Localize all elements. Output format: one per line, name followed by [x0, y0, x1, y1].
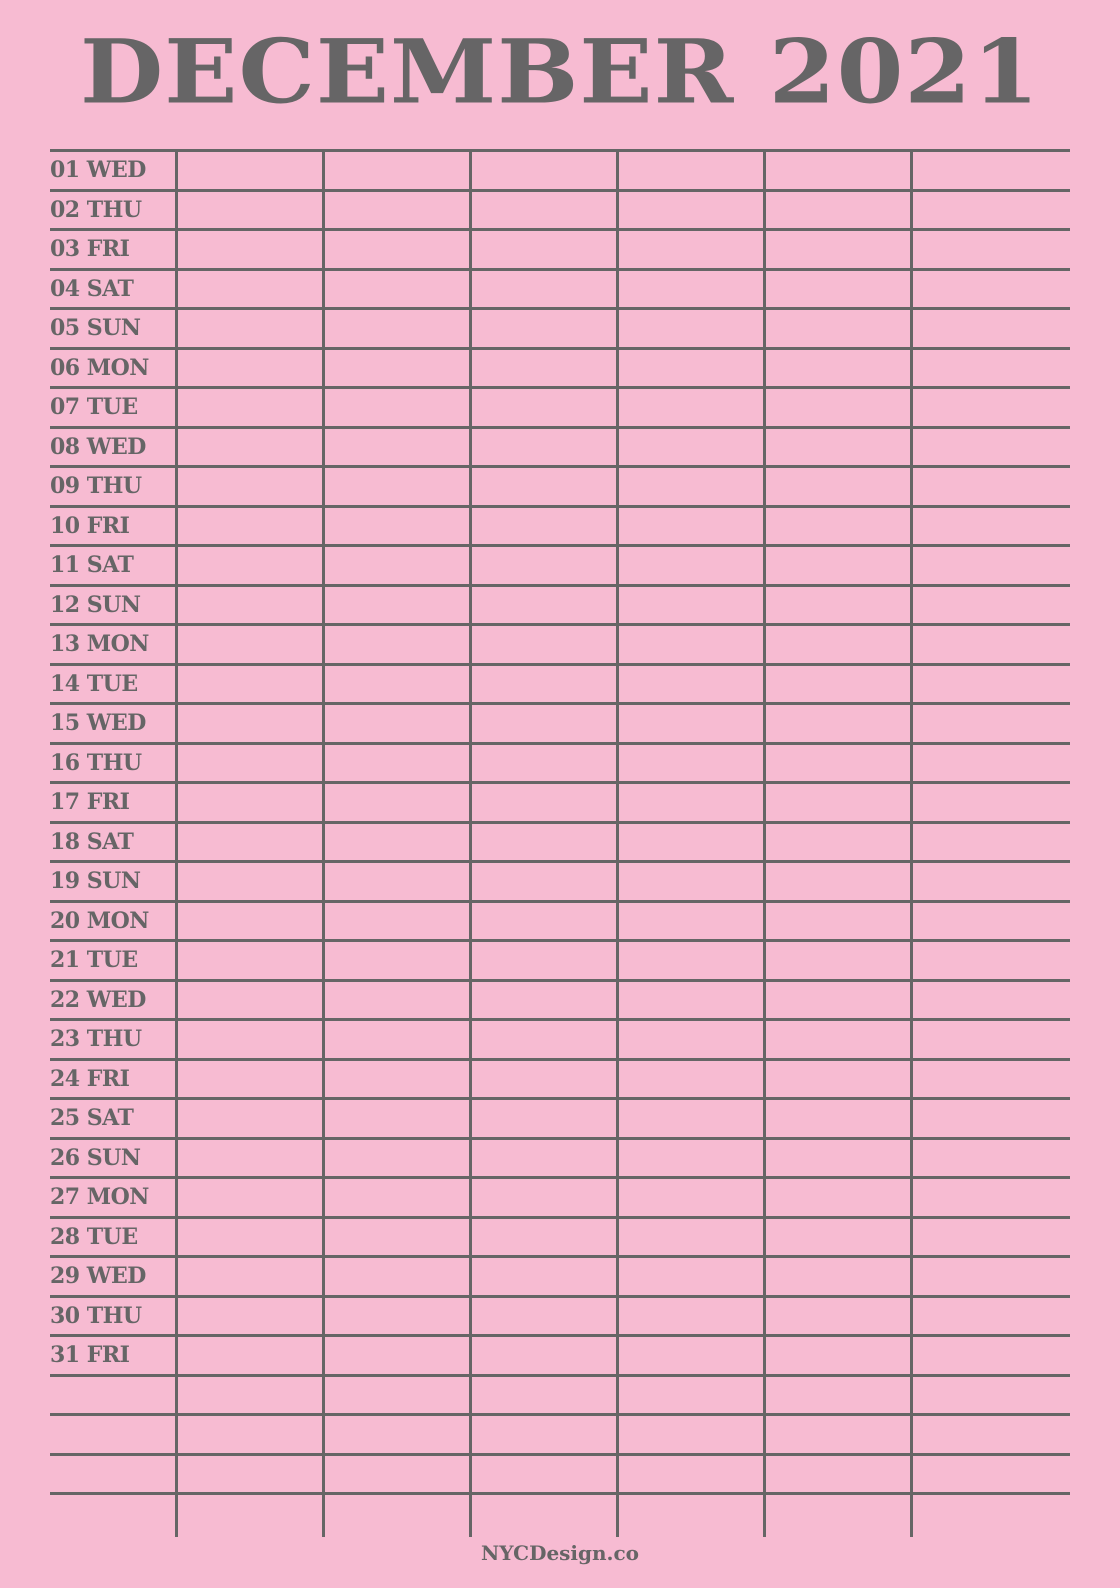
column-divider: [616, 151, 619, 1537]
day-label: 16 THU: [50, 750, 142, 776]
row-divider: [50, 1137, 1070, 1140]
day-label: 17 FRI: [50, 789, 130, 815]
column-divider: [763, 151, 766, 1537]
row-divider: [50, 900, 1070, 903]
day-label: 12 SUN: [50, 592, 141, 618]
day-label: 30 THU: [50, 1303, 142, 1329]
row-divider: [50, 426, 1070, 429]
day-label: 27 MON: [50, 1184, 149, 1210]
row-divider: [50, 1255, 1070, 1258]
day-label: 13 MON: [50, 631, 149, 657]
row-divider: [50, 939, 1070, 942]
row-divider: [50, 1413, 1070, 1416]
day-label: 03 FRI: [50, 236, 130, 262]
day-label: 11 SAT: [50, 552, 134, 578]
day-label: 24 FRI: [50, 1066, 130, 1092]
row-divider: [50, 1374, 1070, 1377]
row-divider: [50, 544, 1070, 547]
day-label: 15 WED: [50, 710, 146, 736]
day-label: 18 SAT: [50, 829, 134, 855]
day-label: 26 SUN: [50, 1145, 141, 1171]
column-divider: [469, 151, 472, 1537]
row-divider: [50, 702, 1070, 705]
row-divider: [50, 1492, 1070, 1495]
row-divider: [50, 1453, 1070, 1456]
row-divider: [50, 505, 1070, 508]
day-label: 29 WED: [50, 1263, 146, 1289]
footer-brand: NYCDesign.co: [480, 1541, 640, 1565]
day-label: 31 FRI: [50, 1342, 130, 1368]
row-divider: [50, 781, 1070, 784]
row-divider: [50, 347, 1070, 350]
row-divider: [50, 268, 1070, 271]
row-divider: [50, 623, 1070, 626]
row-divider: [50, 1176, 1070, 1179]
column-divider: [910, 151, 913, 1537]
row-divider: [50, 821, 1070, 824]
day-label: 25 SAT: [50, 1105, 134, 1131]
row-divider: [50, 189, 1070, 192]
row-divider: [50, 979, 1070, 982]
row-divider: [50, 386, 1070, 389]
column-divider: [175, 151, 178, 1537]
row-divider: [50, 465, 1070, 468]
day-label: 28 TUE: [50, 1224, 138, 1250]
row-divider: [50, 149, 1070, 152]
day-label: 22 WED: [50, 987, 146, 1013]
day-label: 07 TUE: [50, 394, 138, 420]
day-label: 01 WED: [50, 157, 146, 183]
row-divider: [50, 1058, 1070, 1061]
day-label: 10 FRI: [50, 513, 130, 539]
day-label: 09 THU: [50, 473, 142, 499]
row-divider: [50, 1334, 1070, 1337]
page-title: DECEMBER 2021: [80, 19, 1040, 124]
day-label: 08 WED: [50, 434, 146, 460]
day-label: 06 MON: [50, 355, 149, 381]
column-divider: [322, 151, 325, 1537]
row-divider: [50, 1216, 1070, 1219]
row-divider: [50, 584, 1070, 587]
day-label: 21 TUE: [50, 947, 138, 973]
day-label: 14 TUE: [50, 671, 138, 697]
day-label: 02 THU: [50, 197, 142, 223]
row-divider: [50, 228, 1070, 231]
row-divider: [50, 1018, 1070, 1021]
day-label: 19 SUN: [50, 868, 141, 894]
row-divider: [50, 860, 1070, 863]
row-divider: [50, 1097, 1070, 1100]
row-divider: [50, 1295, 1070, 1298]
day-label: 20 MON: [50, 908, 149, 934]
row-divider: [50, 663, 1070, 666]
day-label: 23 THU: [50, 1026, 142, 1052]
day-label: 04 SAT: [50, 276, 134, 302]
row-divider: [50, 742, 1070, 745]
row-divider: [50, 307, 1070, 310]
day-label: 05 SUN: [50, 315, 141, 341]
